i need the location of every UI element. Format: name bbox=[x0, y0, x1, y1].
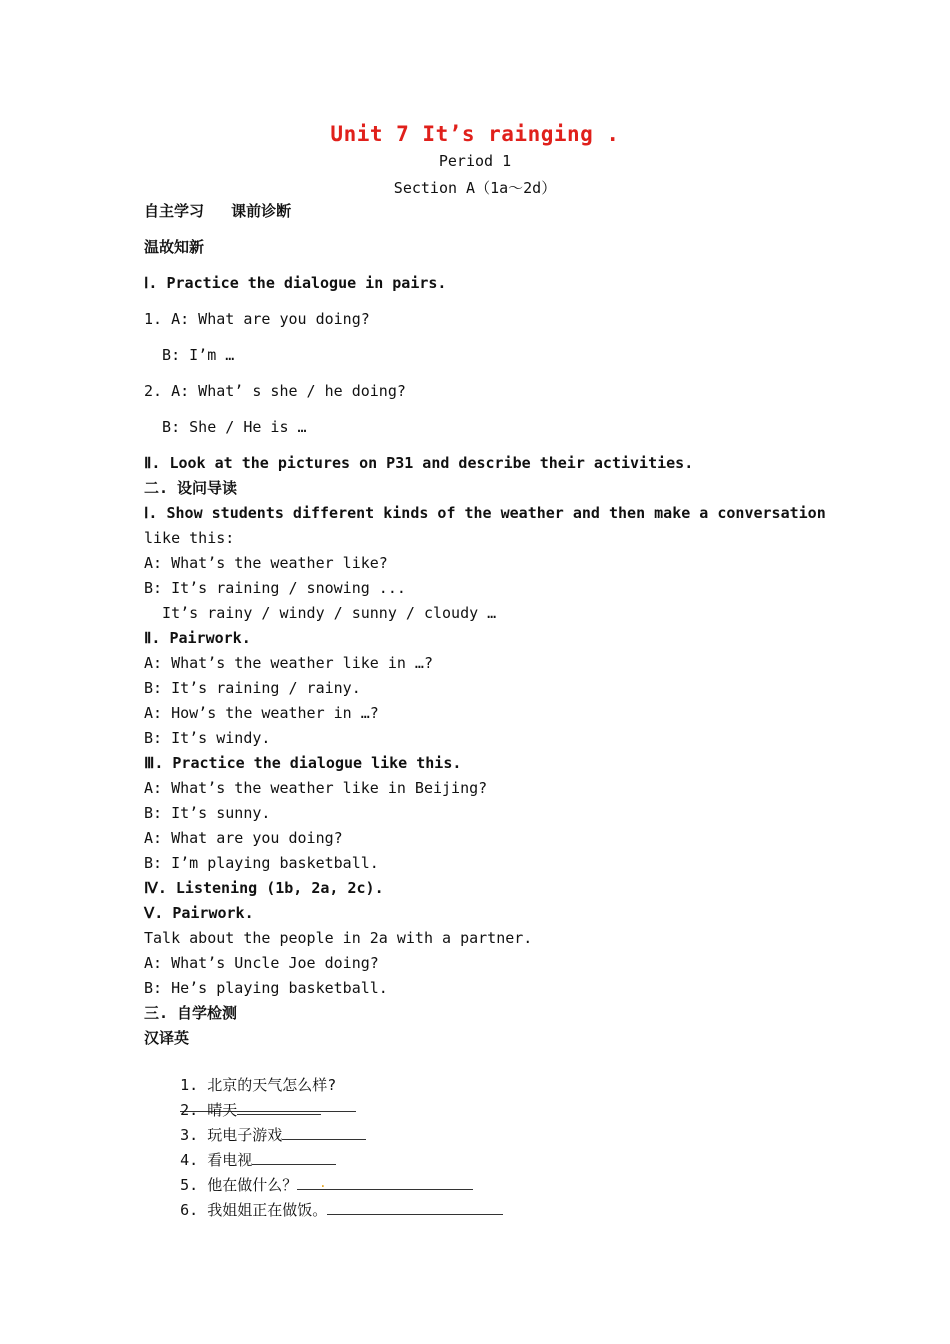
period-label: Period 1 bbox=[438, 152, 512, 170]
translation-prompt: 2. 晴天 bbox=[180, 1101, 238, 1119]
page-title: Unit 7 It’s rainging . bbox=[330, 122, 620, 146]
section1-part1-heading: Ⅰ. Practice the dialogue in pairs. bbox=[144, 274, 447, 292]
section2-heading: 二. 设问导读 bbox=[144, 479, 238, 497]
instruction-line: Talk about the people in 2a with a partner. bbox=[144, 929, 533, 947]
section3-heading: 三. 自学检测 bbox=[144, 1004, 238, 1022]
dialogue-line: A: What’s the weather like in …? bbox=[144, 654, 433, 672]
dialogue-line: B: It’s raining / rainy. bbox=[144, 679, 361, 697]
section2-part5-heading: Ⅴ. Pairwork. bbox=[144, 904, 254, 922]
answer-blank[interactable] bbox=[327, 1199, 503, 1215]
dialogue-line: B: It’s raining / snowing ... bbox=[144, 579, 406, 597]
section1-subheading: 温故知新 bbox=[144, 238, 205, 256]
translation-prompt: 5. 他在做什么？ bbox=[180, 1176, 298, 1194]
dialogue-line: A: What are you doing? bbox=[144, 829, 343, 847]
dialogue-line: B: I’m playing basketball. bbox=[144, 854, 379, 872]
translation-prompt: 6. 我姐姐正在做饭。 bbox=[180, 1201, 328, 1219]
translation-prompt: 1. 北京的天气怎么样? bbox=[180, 1076, 337, 1094]
section1-part2-heading: Ⅱ. Look at the pictures on P31 and describe their activities. bbox=[144, 454, 694, 472]
mark-dot-icon: . bbox=[319, 1176, 327, 1190]
dialogue-line: B: He’s playing basketball. bbox=[144, 979, 388, 997]
dialogue-line: B: It’s sunny. bbox=[144, 804, 271, 822]
section-label: Section A（1a～2d） bbox=[393, 179, 557, 197]
section2-part2-heading: Ⅱ. Pairwork. bbox=[144, 629, 251, 647]
section2-part1-heading-cont: like this: bbox=[144, 529, 235, 547]
dialogue-line: 2. A: What’ s she / he doing? bbox=[144, 382, 406, 400]
section1-heading: 自主学习 课前诊断 bbox=[144, 202, 292, 220]
dialogue-line: B: I’m … bbox=[144, 346, 235, 364]
translation-item bbox=[144, 1177, 503, 1243]
dialogue-line: 1. A: What are you doing? bbox=[144, 310, 370, 328]
dialogue-line: A: What’s Uncle Joe doing? bbox=[144, 954, 379, 972]
dialogue-line: A: How’s the weather in …? bbox=[144, 704, 379, 722]
dialogue-line: It’s rainy / windy / sunny / cloudy … bbox=[144, 604, 497, 622]
section2-part1-heading: Ⅰ. Show students different kinds of the weather and then make a conversation bbox=[144, 504, 826, 522]
dialogue-line: B: It’s windy. bbox=[144, 729, 271, 747]
section2-part4-heading: Ⅳ. Listening (1b, 2a, 2c). bbox=[144, 879, 384, 897]
dialogue-line: A: What’s the weather like? bbox=[144, 554, 388, 572]
section2-part3-heading: Ⅲ. Practice the dialogue like this. bbox=[144, 754, 462, 772]
translation-prompt: 3. 玩电子游戏 bbox=[180, 1126, 283, 1144]
dialogue-line: B: She / He is … bbox=[144, 418, 307, 436]
translation-prompt: 4. 看电视 bbox=[180, 1151, 253, 1169]
section3-subheading: 汉译英 bbox=[144, 1029, 190, 1047]
dialogue-line: A: What’s the weather like in Beijing? bbox=[144, 779, 488, 797]
